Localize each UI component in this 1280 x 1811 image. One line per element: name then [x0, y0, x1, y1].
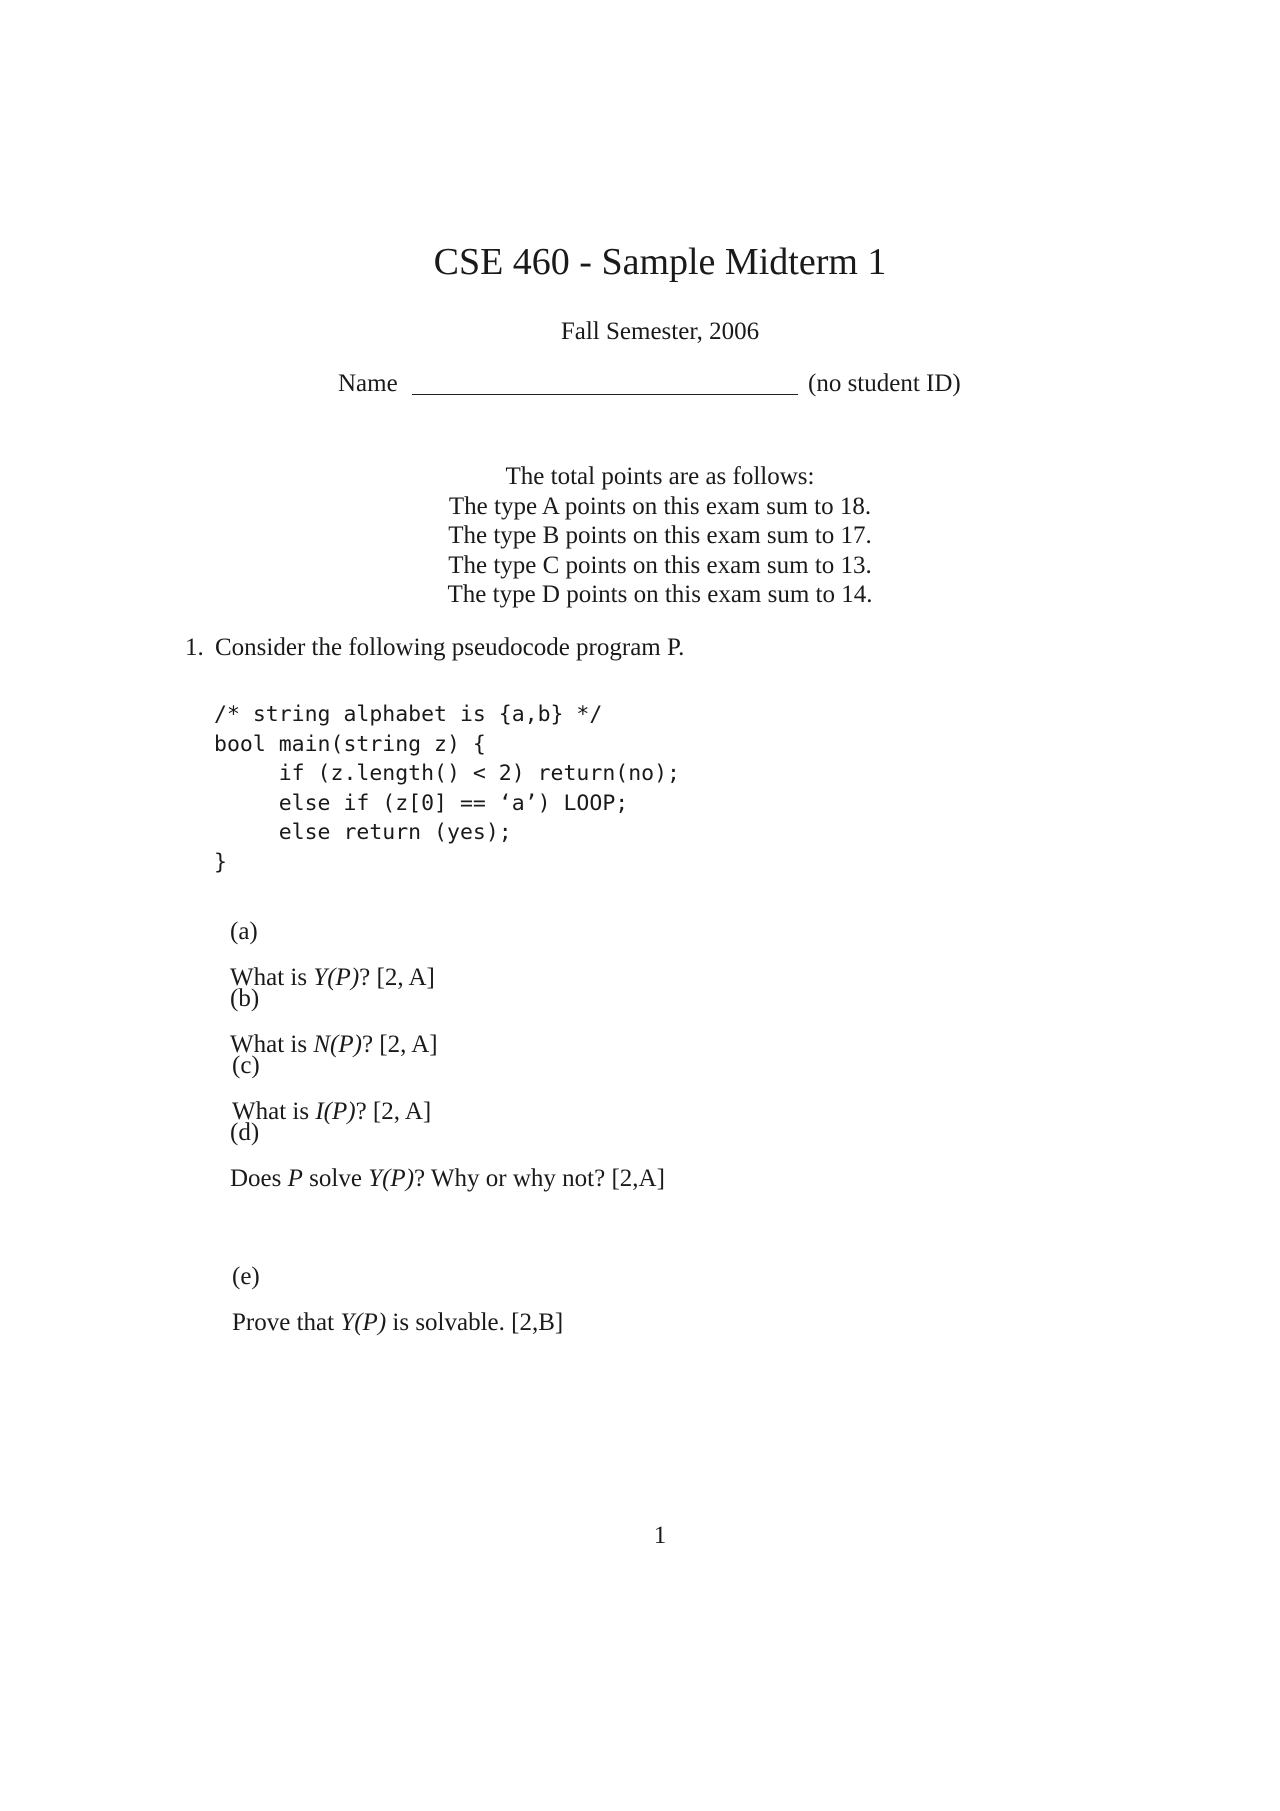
part-a-label: (a): [230, 918, 258, 945]
part-d: [222, 1101, 665, 1193]
part-a-post: ? [2, A]: [359, 964, 435, 991]
page-number: 1: [653, 1522, 667, 1549]
points-line-a: The type A points on this exam sum to 18.: [448, 492, 872, 520]
part-b-pre: What is: [230, 1031, 314, 1058]
part-a-math: Y(P): [313, 964, 360, 991]
part-d-post: ? Why or why not? [2,A]: [414, 1165, 665, 1192]
part-d-mid: solve: [302, 1165, 369, 1192]
part-a-pre: What is: [230, 964, 314, 991]
part-e-post: is solvable. [2,B]: [386, 1309, 564, 1336]
student-id-note: (no student ID): [808, 370, 961, 397]
part-e: [224, 1245, 563, 1337]
part-b-post: ? [2, A]: [361, 1031, 438, 1058]
points-summary: [0, 462, 1280, 610]
code-line: else if (z[0] == ‘a’) LOOP;: [214, 790, 629, 816]
part-d-math: P: [287, 1165, 303, 1192]
part-e-pre: Prove that: [232, 1309, 341, 1336]
exam-semester: Fall Semester, 2006: [560, 318, 760, 345]
points-intro: The total points are as follows:: [505, 463, 815, 490]
exam-title: CSE 460 - Sample Midterm 1: [433, 241, 887, 283]
part-c-post: ? [2, A]: [355, 1098, 432, 1125]
code-line: else return (yes);: [214, 820, 512, 845]
part-c-pre: What is: [232, 1098, 316, 1125]
part-b-math: N(P): [313, 1031, 362, 1058]
points-line-d: The type D points on this exam sum to 14.: [447, 581, 873, 608]
part-b-label: (b): [230, 985, 260, 1012]
question-1-number: 1.: [185, 634, 204, 661]
code-line: /* string alphabet is {a,b} */: [214, 702, 603, 727]
part-c-label: (c): [232, 1052, 260, 1079]
code-line: bool main(string z) {: [214, 731, 486, 757]
pseudocode-block: [214, 700, 680, 877]
points-line-c: The type C points on this exam sum to 13.: [448, 551, 872, 579]
name-blank-line: [412, 394, 798, 395]
part-e-label: (e): [232, 1263, 260, 1290]
part-d-pre: Does: [230, 1165, 288, 1192]
part-c-math: I(P): [315, 1098, 356, 1125]
points-line-b: The type B points on this exam sum to 17.: [448, 522, 872, 549]
part-d-math2: Y(P): [368, 1165, 415, 1192]
code-line: if (z.length() < 2) return(no);: [214, 761, 680, 786]
question-1-text: Consider the following pseudocode program P.: [215, 634, 685, 661]
part-d-label: (d): [230, 1119, 260, 1146]
code-line: }: [214, 849, 227, 875]
name-label: Name: [338, 370, 398, 397]
part-e-math: Y(P): [340, 1309, 387, 1336]
